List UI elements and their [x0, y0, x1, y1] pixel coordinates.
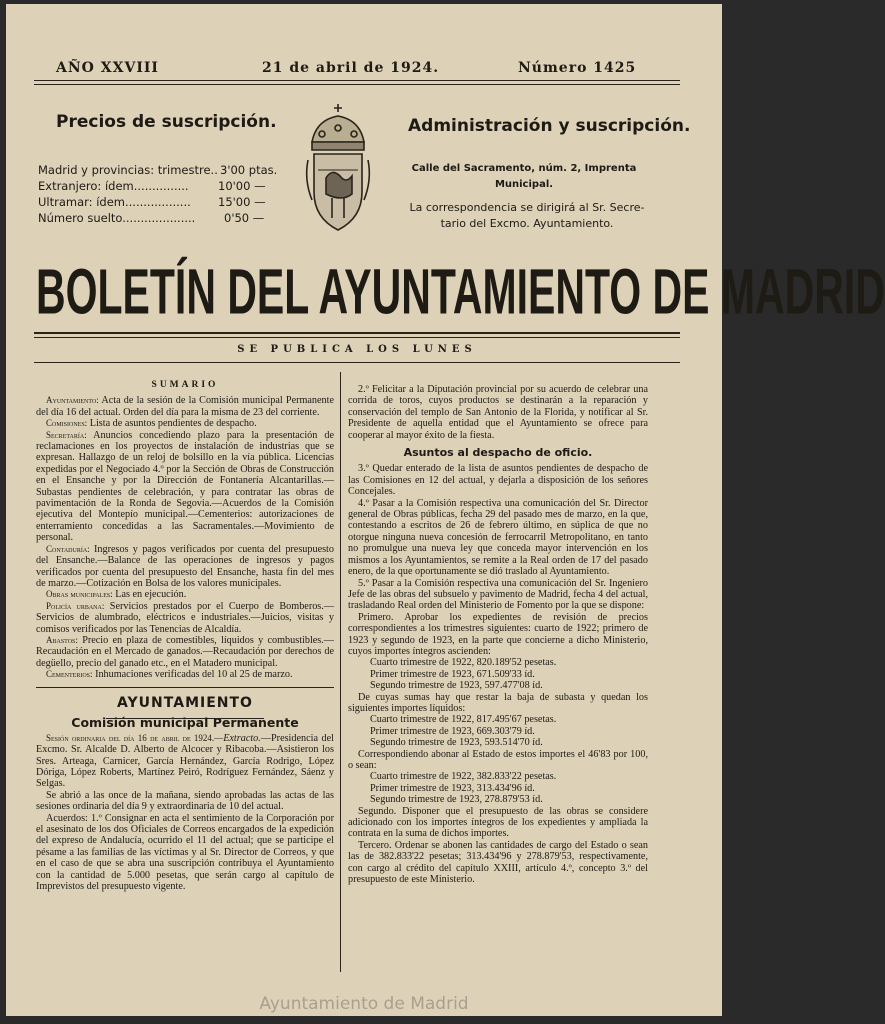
- article-paragraph: Primero. Aprobar los expedientes de revisión de precios correspondientes a los trimestres siguientes: cuarto de 1922; primero de 1923 y segundo de 1923, en la parte que concierne a dicho Ministerio, cuyos importes íntegros ascienden:: [348, 611, 648, 657]
- article-paragraph: Tercero. Ordenar se abonen las cantidades de cargo del Estado o sean las de 382.833'22 pesetas; 313.434'96 y 278.879'53, respectivamente, con cargo al crédito del capítulo XXIII, artículo 4.º, concepto 3.º del presupuesto de este Ministerio.: [348, 839, 648, 886]
- title-rule: [34, 332, 680, 334]
- header-rule: [34, 80, 680, 81]
- right-column: [348, 384, 648, 885]
- sumario-title: SUMARIO: [151, 380, 219, 390]
- price-row: Madrid y provincias: trimestre.. 3'00 ptas.: [38, 163, 278, 177]
- acuerdos-paragraph: Acuerdos: 1.º Consignar en acta el sentimiento de la Corporación por el asesinato de los dos Oficiales de Correos encargados de la expedición del expreso de Andalucía, ocurrido el 11 del actual; que se participe el pésame a las familias de las víctimas y al Sr. Director de Correos, y que en el caso de que se abra una suscripción contribuya el Ayuntamiento con la cantidad de 5.000 pesetas, que serán cargo al capítulo de Imprevistos del presupuesto vigente.: [36, 812, 334, 893]
- sumario-item: Comisiones: Lista de asuntos pendientes de despacho.: [46, 418, 257, 430]
- sumario-item: Policía urbana: Servicios prestados por el Cuerpo de Bomberos.—Servicios de alumbrado, eléctricos e industriales.—Juicios, visitas y comisos verificados por las Tenencias de Alcaldía.: [36, 600, 335, 635]
- comision-heading: Comisión municipal Permanente: [71, 715, 299, 731]
- amount-list: Cuarto trimestre de 1922, 820.189'52 pesetas. Primer trimestre de 1923, 671.509'33 íd. Segundo trimestre de 1923, 597.477'08 íd.: [370, 657, 557, 692]
- column-divider: [340, 372, 341, 972]
- price-row: Extranjero: ídem............... 10'00 —: [38, 179, 266, 193]
- sumario-item: Cementerios: Inhumaciones verificadas del 10 al 25 de marzo.: [46, 669, 293, 681]
- sumario-item: Secretaría: Anuncios concediendo plazo para la presentación de reclamaciones en los proyectos de instalación de industrias que se expresan. Hallazgo de un reloj de bolsillo en la vía pública. Licencias expedidas por el Negociado 4.º por la Sección de Obras de Construcción en el Ensanche y por la Dirección de Fontanería Alcantarillas.—Subastas pendientes de celebración, y para contratar las obras de pavimentación de la Ronda de Segovia.—Acuerdos de la Comisión ejecutiva del Montepío municipal.—Cementerios: autorizaciones de enterramiento concedidas a las Sacramentales.—Movimiento de personal.: [36, 429, 334, 544]
- administration-address: Calle del Sacramento, núm. 2, Imprenta Municipal.: [411, 163, 637, 190]
- asuntos-heading: Asuntos al despacho de oficio.: [403, 446, 593, 460]
- title-rule-2: [34, 337, 680, 338]
- publication-frequency: SE PUBLICA LOS LUNES: [237, 344, 477, 355]
- newspaper-page: [6, 4, 885, 1016]
- subscription-title: Precios de suscripción.: [56, 112, 277, 132]
- session-paragraph: Sesión ordinaria del día 16 de abril de 1924.—Extracto.—Presidencia del Excmo. Sr. Alcalde D. Alberto de Alcocer y Ribacoba.—Asistieron los Sres. Arteaga, Carnicer, García Hernández, García Rodrigo, López Dóriga, López Roberts, Martínez Peiró, Rodríguez Fernández, Sáenz y Selgas.: [36, 732, 334, 790]
- amount-list: Cuarto trimestre de 1922, 817.495'67 pesetas. Primer trimestre de 1923, 669.303'79 íd. Segundo trimestre de 1923, 593.514'70 íd.: [370, 714, 557, 749]
- article-paragraph: Segundo. Disponer que el presupuesto de las obras se considere adicionado con los importes íntegros de los expedientes y ampliada la contrata en la suma de dichos importes.: [348, 805, 648, 840]
- article-paragraph: 5.º Pasar a la Comisión respectiva una comunicación del Sr. Ingeniero Jefe de las obras del subsuelo y pavimento de Madrid, fecha 4 del actual, trasladando Real orden del Ministerio de Fomento por la que se dispone:: [348, 577, 648, 612]
- sumario-item: Contaduría: Ingresos y pagos verificados por cuenta del presupuesto del Ensanche.—Balance de las operaciones de ingresos y pagos verificados por cuenta del presupuesto del Ensanche, hasta fin del mes de marzo.—Cotización en Bolsa de los valores municipales.: [36, 543, 334, 589]
- amount-list: Cuarto trimestre de 1922, 382.833'22 pesetas. Primer trimestre de 1923, 313.434'96 íd. Segundo trimestre de 1923, 278.879'53 íd.: [370, 771, 557, 806]
- sumario-item: Ayuntamiento: Acta de la sesión de la Comisión municipal Permanente del día 16 del actual. Orden del día para la misma de 23 del corriente.: [36, 395, 334, 418]
- header-rule-2: [34, 84, 680, 85]
- price-list: [38, 162, 283, 226]
- article-paragraph: De cuyas sumas hay que restar la baja de subasta y quedan los siguientes importes líquidos:: [348, 691, 648, 714]
- year-label: AÑO XXVIII: [56, 60, 159, 76]
- sumario-item: Abastos: Precio en plaza de comestibles, líquidos y combustibles.—Recaudación en el Mercado de ganados.—Recaudación por derechos de degüello, precio del ganado etc., en el Matadero municipal.: [36, 634, 334, 669]
- coat-of-arms-icon: [302, 100, 374, 240]
- watermark: Ayuntamiento de Madrid: [259, 994, 469, 1014]
- issue-date: 21 de abril de 1924.: [262, 60, 440, 76]
- price-row: Ultramar: ídem.................. 15'00 —: [38, 195, 266, 209]
- article-paragraph: 4.º Pasar a la Comisión respectiva una comunicación del Sr. Director general de Obras públicas, fecha 29 del pasado mes de marzo, en la que, contestando a escritos de 26 de febrero último, en súplica de que no otorgue ninguna nueva concesión de ferrocarril Metropolitano, en tanto no promulgue una nueva ley que conceda mayor intervención en los mismos a los Ayuntamientos, se remite a la Real orden de 17 del pasado enero, de la que oportunamente se dió traslado al Ayuntamiento.: [348, 497, 648, 578]
- issue-number: Número 1425: [518, 60, 637, 76]
- correspondence-note: La correspondencia se dirigirá al Sr. Secre- tario del Excmo. Ayuntamiento.: [409, 201, 645, 230]
- sumario-item: Obras municipales: Las en ejecución.: [46, 589, 187, 601]
- article-paragraph: 3.º Quedar enterado de la lista de asuntos pendientes de despacho de las Comisiones en 12 del actual, y dejarla a disposición de los señores Concejales.: [348, 463, 648, 498]
- newspaper-title: BOLETÍN DEL AYUNTAMIENTO DE MADRID: [36, 256, 885, 328]
- article-paragraph: Correspondiendo abonar al Estado de estos importes el 46'83 por 100, o sean:: [348, 748, 648, 771]
- session-paragraph: Se abrió a las once de la mañana, siendo aprobadas las actas de las sesiones ordinaria del día 9 y extraordinaria de 10 del actual.: [36, 789, 334, 813]
- article-paragraph: 2.º Felicitar a la Diputación provincial por su acuerdo de celebrar una corrida de toros, cuyos productos se destinarán a la reparación y conservación del templo de San Antonio de la Florida, y notificar al Sr. Presidente de aquella entidad que el Ayuntamiento se ofrece para cooperar al mayor éxito de la fiesta.: [348, 384, 648, 441]
- heading-underline: [106, 718, 264, 719]
- administration-title: Administración y suscripción.: [408, 116, 691, 136]
- section-rule: [36, 687, 334, 688]
- price-row: Número suelto.................... 0'50 —: [38, 211, 265, 225]
- sumario-section: [36, 380, 334, 681]
- ayuntamiento-heading: AYUNTAMIENTO: [117, 695, 253, 711]
- ayuntamiento-section: [36, 695, 334, 893]
- publication-rule: [34, 362, 680, 363]
